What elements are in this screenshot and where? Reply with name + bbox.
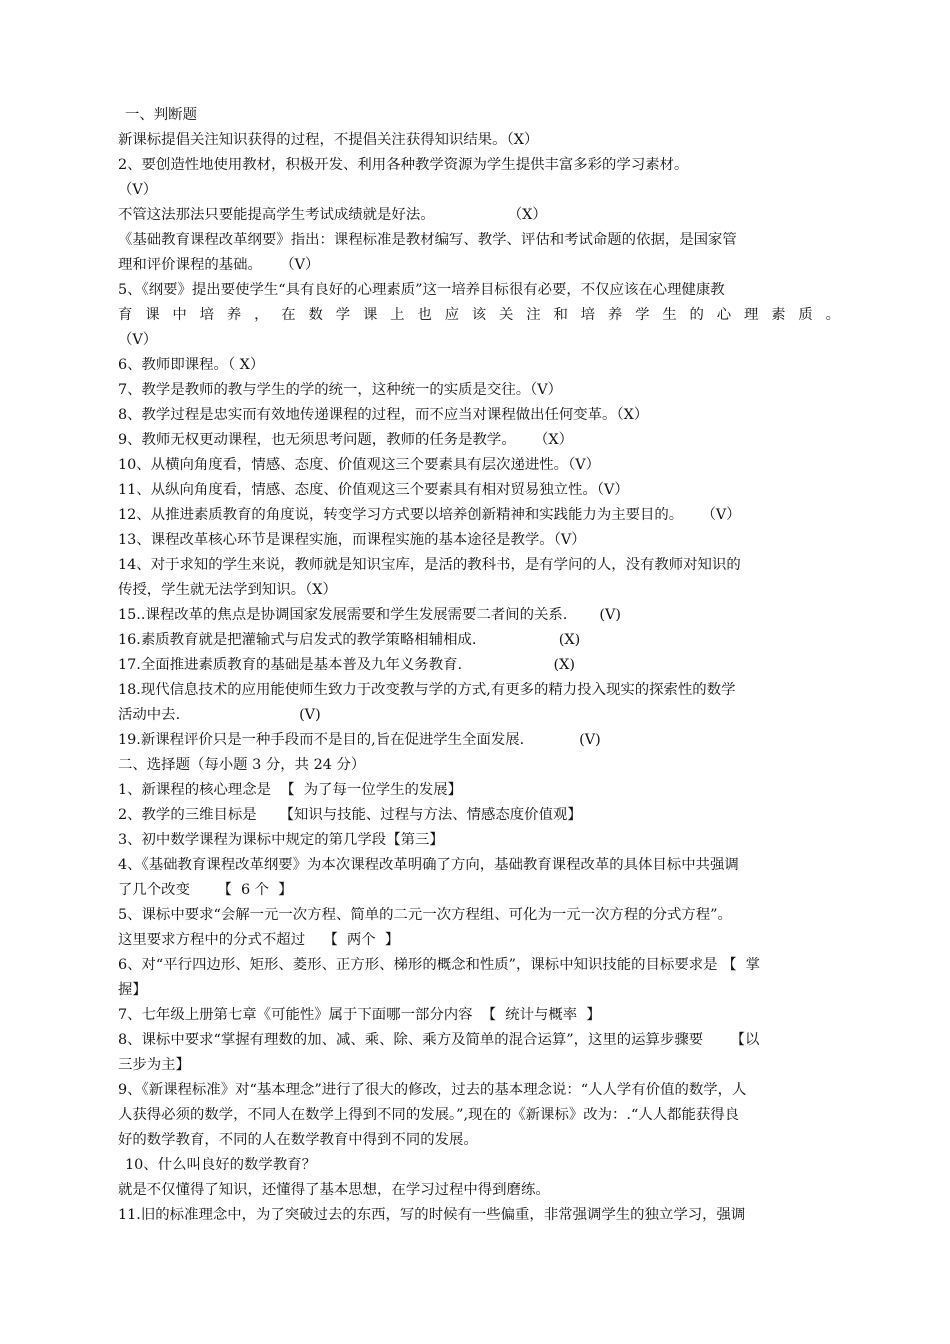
judge-line: 8、教学过程是忠实而有效地传递课程的过程，而不应当对课程做出任何变革。（X） bbox=[118, 407, 649, 423]
choice-line: 7、七年级上册第七章《可能性》属于下面哪一部分内容 【 统计与概率 】 bbox=[118, 1007, 601, 1023]
judge-line: 17.全面推进素质教育的基础是基本普及九年义务教育. (X) bbox=[118, 657, 576, 673]
choice-line: 握】 bbox=[118, 982, 147, 998]
judge-line: 新课标提倡关注知识获得的过程，不提倡关注获得知识结果。（X） bbox=[118, 132, 539, 148]
choice-line: 5、课标中要求“会解一元一次方程、简单的二元一次方程组、可化为一元一次方程的分式方程”。 bbox=[118, 907, 732, 923]
judge-line: 9、教师无权更动课程，也无须思考问题，教师的任务是教学。 （X） bbox=[118, 432, 574, 448]
document-page bbox=[118, 103, 840, 1228]
choice-line: 1、新课程的核心理念是 【 为了每一位学生的发展】 bbox=[118, 782, 463, 798]
choice-line: 2、教学的三维目标是 【知识与技能、过程与方法、情感态度价值观】 bbox=[118, 807, 582, 823]
judge-line: 《基础教育课程改革纲要》指出：课程标准是教材编写、教学、评估和考试命题的依据，是国家管 bbox=[118, 232, 737, 248]
judge-line: （V） bbox=[118, 182, 158, 198]
judge-line: 15..课程改革的焦点是协调国家发展需要和学生发展需要二者间的关系. (V) bbox=[118, 607, 622, 623]
judge-line: 7、教学是教师的教与学生的学的统一，这种统一的实质是交往。（V） bbox=[118, 382, 563, 398]
question-11-line: 11.旧的标准理念中，为了突破过去的东西，写的时候有一些偏重，非常强调学生的独立学习，强调 bbox=[118, 1207, 746, 1223]
section-heading-choice: 二、选择题（每小题 3 分，共 24 分） bbox=[118, 757, 366, 773]
judge-line: 16.素质教育就是把灌输式与启发式的教学策略相辅相成. (X) bbox=[118, 632, 581, 648]
choice-line: 这里要求方程中的分式不超过 【 两个 】 bbox=[118, 932, 400, 948]
choice-line: 好的数学教育，不同的人在数学教育中得到不同的发展。 bbox=[118, 1132, 478, 1148]
judge-line: 活动中去. (V) bbox=[118, 707, 321, 723]
choice-line: 8、课标中要求“掌握有理数的加、减、乘、除、乘方及简单的混合运算”，这里的运算步骤要 【以 bbox=[118, 1032, 760, 1048]
choice-line: 4、《基础教育课程改革纲要》为本次课程改革明确了方向，基础教育课程改革的具体目标中共强调 bbox=[118, 857, 739, 873]
judge-line: 19.新课程评价只是一种手段而不是目的,旨在促进学生全面发展. (V) bbox=[118, 732, 601, 748]
choice-line: 了几个改变 【 6 个 】 bbox=[118, 882, 293, 898]
judge-line: 13、课程改革核心环节是课程实施，而课程实施的基本途径是教学。（V） bbox=[118, 532, 586, 548]
judge-line: 传授，学生就无法学到知识。（X） bbox=[118, 582, 337, 598]
judge-line: 14、对于求知的学生来说，教师就是知识宝库，是活的教科书，是有学问的人，没有教师对知识的 bbox=[118, 557, 741, 573]
judge-line: 5、《纲要》提出要使学生“具有良好的心理素质”这一培养目标很有必要，不仅应该在心理健康教 bbox=[118, 282, 725, 298]
judge-line: 18.现代信息技术的应用能使师生致力于改变教与学的方式,有更多的精力投入现实的探索性的数学 bbox=[118, 682, 736, 698]
judge-line: （V） bbox=[118, 332, 158, 348]
question-10-answer: 就是不仅懂得了知识，还懂得了基本思想，在学习过程中得到磨练。 bbox=[118, 1182, 550, 1198]
choice-line: 6、对“平行四边形、矩形、菱形、正方形、梯形的概念和性质”，课标中知识技能的目标要求是 【 掌 bbox=[118, 957, 761, 973]
judge-line: 理和评价课程的基础。 （V） bbox=[118, 257, 320, 273]
judge-line: 育 课 中 培 养 ， 在 数 学 课 上 也 应 该 关 注 和 培 养 学 生 的 心 理 素 质 。 bbox=[118, 307, 840, 323]
judge-line: 12、从推进素质教育的角度说，转变学习方式要以培养创新精神和实践能力为主要目的。 （V） bbox=[118, 507, 741, 523]
judge-line: 11、从纵向角度看，情感、态度、价值观这三个要素具有相对贸易独立性。（V） bbox=[118, 482, 629, 498]
section-heading-judgement: 一、判断题 bbox=[125, 107, 197, 123]
question-10-heading: 10、什么叫良好的数学教育？ bbox=[125, 1157, 316, 1173]
choice-line: 9、《新课程标准》对“基本理念”进行了很大的修改，过去的基本理念说：“人人学有价值的数学，人 bbox=[118, 1082, 747, 1098]
judge-line: 6、教师即课程。（ X） bbox=[118, 357, 265, 373]
choice-line: 3、初中数学课程为课标中规定的第几学段【第三】 bbox=[118, 832, 444, 848]
judge-line: 10、从横向角度看，情感、态度、价值观这三个要素具有层次递进性。（V） bbox=[118, 457, 601, 473]
judge-line: 不管这法那法只要能提高学生考试成绩就是好法。 （X） bbox=[118, 207, 547, 223]
judge-line: 2、要创造性地使用教材，积极开发、利用各种教学资源为学生提供丰富多彩的学习素材。 bbox=[118, 157, 689, 173]
choice-line: 人获得必须的数学，不同人在数学上得到不同的发展。”,现在的《新课标》改为：.“人人都能获得良 bbox=[118, 1107, 740, 1123]
choice-line: 三步为主】 bbox=[118, 1057, 190, 1073]
